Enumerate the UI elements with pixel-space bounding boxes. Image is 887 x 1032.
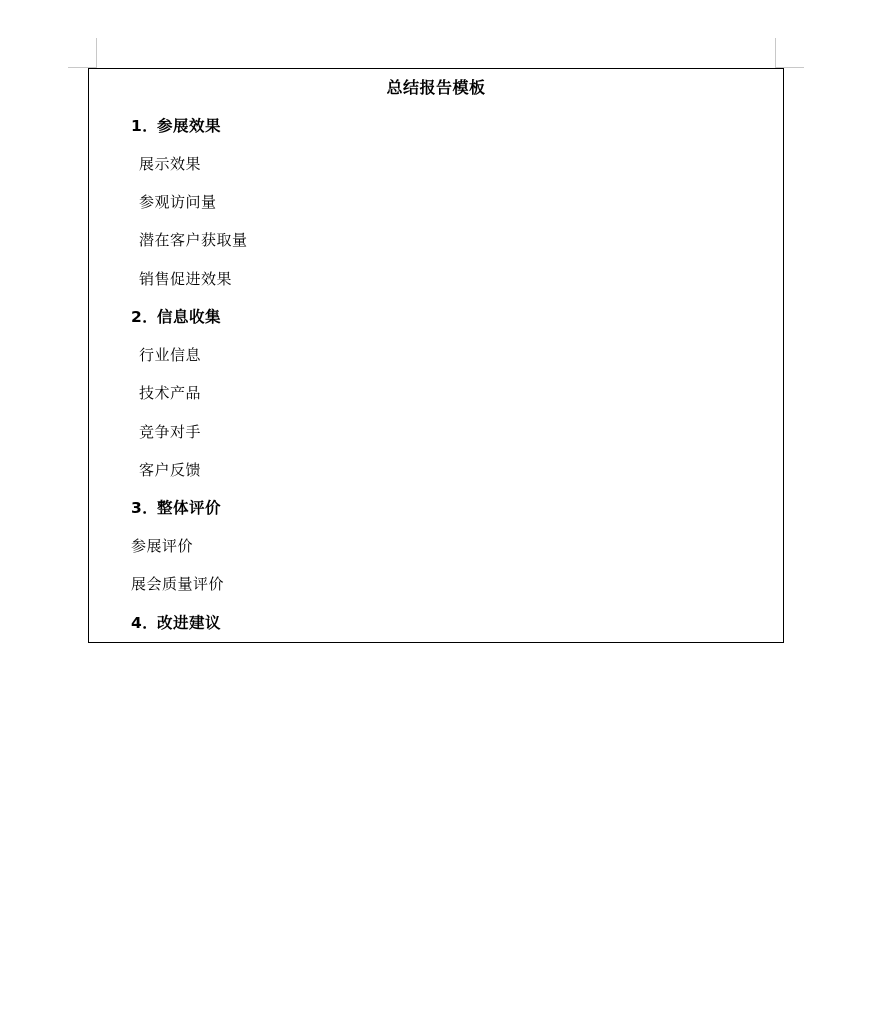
- list-item: 展示效果: [139, 155, 202, 173]
- list-item: 行业信息: [139, 346, 202, 364]
- list-item: 竞争对手: [139, 423, 202, 441]
- list-item: 客户反馈: [139, 461, 202, 479]
- report-table-cell[interactable]: [88, 68, 784, 643]
- crop-mark-top-right-vertical: [775, 38, 776, 68]
- section-title: 改进建议: [157, 614, 222, 632]
- section-number: 1．: [131, 117, 159, 135]
- list-item: 参观访问量: [139, 193, 217, 211]
- section-number: 3．: [131, 499, 159, 517]
- section-number: 2．: [131, 308, 159, 326]
- list-item: 参展评价: [131, 537, 194, 555]
- section-heading: [131, 612, 221, 634]
- crop-mark-top-left-vertical: [96, 38, 97, 68]
- list-item: 销售促进效果: [139, 270, 233, 288]
- list-item: 技术产品: [139, 384, 202, 402]
- list-item: 展会质量评价: [131, 575, 225, 593]
- list-item: 潜在客户获取量: [139, 231, 248, 249]
- section-heading: [131, 115, 221, 137]
- document-title: 总结报告模板: [386, 78, 486, 97]
- section-heading: [131, 497, 221, 519]
- section-heading: [131, 306, 221, 328]
- section-title: 信息收集: [157, 308, 222, 326]
- section-title: 参展效果: [157, 117, 222, 135]
- section-number: 4．: [131, 614, 159, 632]
- section-title: 整体评价: [157, 499, 222, 517]
